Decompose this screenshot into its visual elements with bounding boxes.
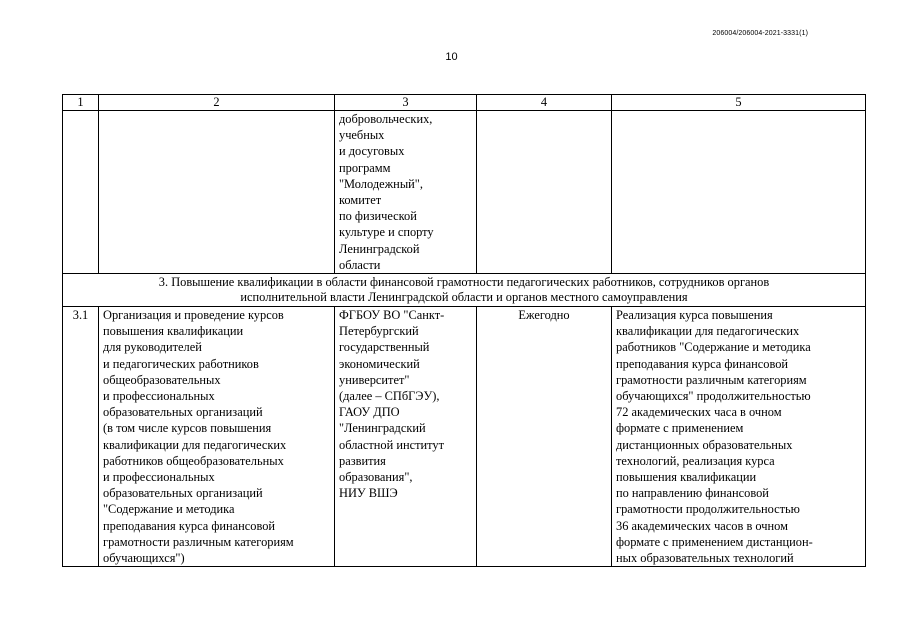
text-line: по физической xyxy=(339,209,417,224)
text-line: Ленинградской xyxy=(339,241,420,256)
text-line: университет" xyxy=(339,372,410,387)
text-line: образовательных организаций xyxy=(103,486,263,501)
column-number-row xyxy=(63,95,866,111)
column-number: 4 xyxy=(477,95,612,111)
column-number: 3 xyxy=(335,95,477,111)
table-row-3-1 xyxy=(63,307,866,567)
text-line: программ xyxy=(339,160,391,175)
text-line: НИУ ВШЭ xyxy=(339,486,398,501)
column-number: 5 xyxy=(612,95,866,111)
cell-deadline xyxy=(477,111,612,274)
cell-event xyxy=(99,307,335,567)
text-line: области xyxy=(339,257,381,272)
text-line: грамотности различным категориям xyxy=(616,372,807,387)
cell-result xyxy=(612,307,866,567)
text-line: экономический xyxy=(339,356,420,371)
text-line: обучающихся" продолжительностью xyxy=(616,389,811,404)
section-title xyxy=(63,274,866,307)
text-line: Реализация курса повышения xyxy=(616,308,773,323)
row-number: 3.1 xyxy=(63,307,99,567)
text-line: ГАОУ ДПО xyxy=(339,405,400,420)
text-line: "Содержание и методика xyxy=(103,502,235,517)
cell-executor xyxy=(335,111,477,274)
text-line: "Ленинградский xyxy=(339,421,426,436)
text-line: квалификации для педагогических xyxy=(103,437,287,452)
text-line: государственный xyxy=(339,340,430,355)
text-line: ных образовательных технологий xyxy=(616,551,794,566)
text-line: работников общеобразовательных xyxy=(103,453,284,468)
text-line: формате с применением дистанцион- xyxy=(616,534,813,549)
text-line: Организация и проведение курсов xyxy=(103,308,284,323)
text-line: обучающихся") xyxy=(103,551,185,566)
text-line: грамотности продолжительностью xyxy=(616,502,800,517)
text-line: 36 академических часов в очном xyxy=(616,518,788,533)
text-line: по направлению финансовой xyxy=(616,486,769,501)
text-line: технологий, реализация курса xyxy=(616,453,775,468)
text-line: "Молодежный", xyxy=(339,176,423,191)
text-line: преподавания курса финансовой xyxy=(616,356,789,371)
cell-result xyxy=(612,111,866,274)
activities-table xyxy=(62,94,866,567)
cell-executor xyxy=(335,307,477,567)
text-line: образования", xyxy=(339,470,413,485)
text-line: повышения квалификации xyxy=(616,470,757,485)
page-number: 10 xyxy=(445,51,458,63)
text-line: областной институт xyxy=(339,437,445,452)
text-line: ФГБОУ ВО "Санкт- xyxy=(339,308,445,323)
cell-number xyxy=(63,111,99,274)
text-line: развития xyxy=(339,453,386,468)
text-line: учебных xyxy=(339,128,385,143)
text-line: 72 академических часа в очном xyxy=(616,405,782,420)
document-id: 206004/206004-2021-3331(1) xyxy=(712,30,808,37)
column-number: 1 xyxy=(63,95,99,111)
text-line: комитет xyxy=(339,193,382,208)
text-line: образовательных организаций xyxy=(103,405,263,420)
column-number: 2 xyxy=(99,95,335,111)
text-line: формате с применением xyxy=(616,421,744,436)
text-line: исполнительной власти Ленинградской области и органов местного самоуправления xyxy=(240,290,688,305)
text-line: (далее – СПбГЭУ), xyxy=(339,389,440,404)
text-line: и педагогических работников xyxy=(103,356,259,371)
text-line: квалификации для педагогических xyxy=(616,324,800,339)
text-line: дистанционных образовательных xyxy=(616,437,793,452)
text-line: и досуговых xyxy=(339,144,405,159)
text-line: для руководителей xyxy=(103,340,202,355)
text-line: грамотности различным категориям xyxy=(103,534,294,549)
text-line: добровольческих, xyxy=(339,112,433,126)
cell-event xyxy=(99,111,335,274)
text-line: работников "Содержание и методика xyxy=(616,340,811,355)
continued-row xyxy=(63,111,866,274)
section-title-row xyxy=(63,274,866,307)
text-line: повышения квалификации xyxy=(103,324,244,339)
text-line: Петербургский xyxy=(339,324,419,339)
text-line: и профессиональных xyxy=(103,389,215,404)
text-line: (в том числе курсов повышения xyxy=(103,421,272,436)
text-line: культуре и спорту xyxy=(339,225,434,240)
cell-deadline: Ежегодно xyxy=(477,307,612,567)
text-line: общеобразовательных xyxy=(103,372,221,387)
text-line: 3. Повышение квалификации в области финансовой грамотности педагогических работников, сотрудников органов xyxy=(158,275,770,290)
text-line: преподавания курса финансовой xyxy=(103,518,276,533)
text-line: и профессиональных xyxy=(103,470,215,485)
